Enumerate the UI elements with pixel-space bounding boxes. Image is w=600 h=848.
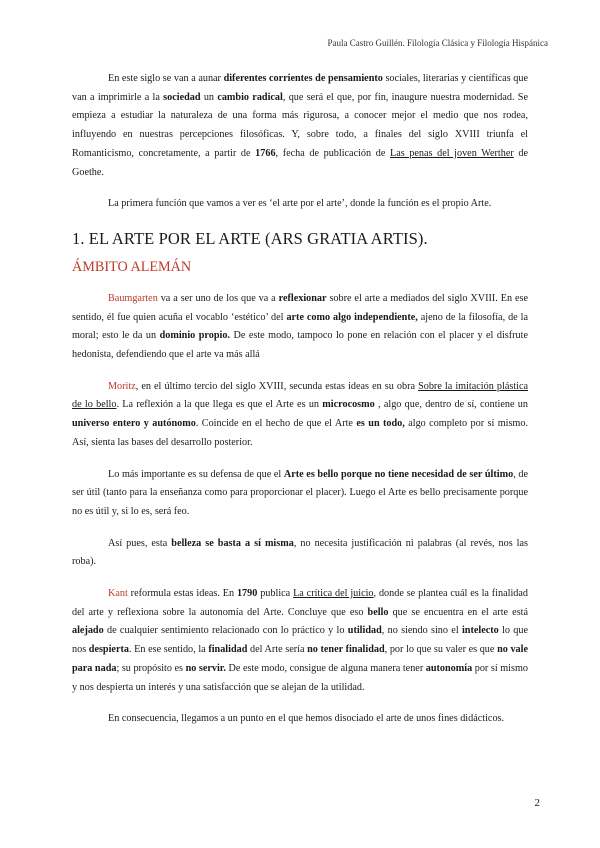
text-run: , fecha de publicación de <box>275 147 390 159</box>
text-run: no tener finalidad <box>307 644 385 656</box>
text-run: utilidad <box>347 625 382 637</box>
paragraph <box>72 710 528 729</box>
paragraph <box>72 378 528 453</box>
text-run: va a ser uno de los que va a <box>157 292 279 304</box>
text-run: no servir. <box>185 662 226 674</box>
work-title: La crítica del juicio <box>293 588 374 600</box>
text-run: un <box>200 91 218 103</box>
text-run: Arte es bello porque no tiene necesidad de ser último <box>283 468 514 480</box>
text-run: cambio radical <box>217 91 283 103</box>
subsection-heading: ÁMBITO ALEMÁN <box>72 258 192 275</box>
text-run: despierta <box>88 644 129 656</box>
text-run: , no necesita justificación ni palabras (al revés, nos las roba). <box>72 537 529 568</box>
text-run: es un todo, <box>356 418 405 430</box>
text-run: . Coincide en el hecho de que el Arte <box>195 418 357 430</box>
text-run: , algo que, dentro de sí, contiene un <box>374 399 528 411</box>
text-run: De este modo, tampoco lo pone en relación con el placer y el disfrute hedonista, defendiendo que el arte va más allá <box>72 330 528 361</box>
text-run: De este modo, consigue de alguna manera tener <box>225 662 426 674</box>
text-run: lo que nos <box>72 625 528 656</box>
text-run: sociales, literarias y científicas que van a imprimirle a la <box>72 73 528 103</box>
author-name: Kant <box>108 588 128 600</box>
text-run: sobre el arte a mediados del siglo XVIII. En ese sentido, él fue quien acuña el vocablo ‘estético’ del <box>72 292 528 323</box>
paragraph <box>72 535 528 572</box>
text-run: belleza se basta a sí misma <box>171 537 294 549</box>
text-run: , no siendo sino el <box>381 625 462 637</box>
paragraph <box>72 195 528 214</box>
text-run: algo completo por sí mismo. Así, sienta las bases del desarrollo posterior. <box>72 418 528 448</box>
text-run: reflexionar <box>278 292 327 304</box>
text-run: . En ese sentido, la <box>128 644 209 656</box>
text-run: no vale para nada <box>72 644 528 674</box>
author-name: Baumgarten <box>108 292 158 304</box>
work-title: Las penas del joven Werther <box>389 147 514 159</box>
text-run: dominio propio. <box>159 330 230 342</box>
text-run: arte como algo independiente, <box>286 311 418 323</box>
document-body <box>72 70 528 742</box>
text-run: , en el último tercio del siglo XVIII, secunda estas ideas en su obra <box>135 380 419 392</box>
text-run: autonomía <box>425 662 473 674</box>
work-title: Sobre la imitación plástica de lo bello <box>72 380 529 411</box>
text-run: reformula estas ideas. En <box>127 588 237 600</box>
section-heading: 1. EL ARTE POR EL ARTE (ARS GRATIA ARTIS). <box>72 228 428 248</box>
text-run: Así pues, esta <box>108 537 172 549</box>
paragraph <box>72 290 528 365</box>
text-run: bello <box>367 606 389 618</box>
text-run: microcosmo <box>322 399 375 411</box>
text-run: ajeno de la filosofía, de la moral; esto le da un <box>72 311 528 342</box>
text-run: . La reflexión a la que llega es que el Arte es un <box>116 399 323 411</box>
text-run: , donde se plantea cuál es la finalidad del arte y reflexiona sobre la autonomía del Arte. Concluye que eso <box>72 588 529 618</box>
paragraph <box>72 70 528 182</box>
text-run: , que será el que, por fin, inaugure nuestra modernidad. Se empieza a estudiar la naturaleza de una forma más rigurosa, a conocer mejor el medio que nos rodea, influyendo en nuestras percepciones filosóficas. Y, sobre todo, a finales del siglo XVIII triunfa el Romanticismo, concretamente, a partir de <box>72 91 528 159</box>
text-run: de Goethe. <box>72 147 528 178</box>
text-run: diferentes corrientes de pensamiento <box>223 73 383 84</box>
text-run: ; su propósito es <box>116 662 186 674</box>
text-run: intelecto <box>461 625 499 637</box>
text-run: Lo más importante es su defensa de que el <box>108 468 284 480</box>
text-run: La primera función que vamos a ver es ‘el arte por el arte’, donde la función es el propio Arte. <box>108 198 492 210</box>
page-header: Paula Castro Guillén. Filología Clásica y Filología Hispánica <box>327 38 548 48</box>
text-run: alejado <box>72 625 104 637</box>
author-name: Moritz <box>108 380 136 392</box>
text-run: , por lo que su valer es que <box>384 644 498 656</box>
text-run: En este siglo se van a aunar <box>108 73 224 84</box>
text-run: publica <box>257 588 294 600</box>
paragraph <box>72 585 528 697</box>
page-number: 2 <box>534 797 540 809</box>
text-run: En consecuencia, llegamos a un punto en el que hemos disociado el arte de unos fines didácticos. <box>108 713 505 725</box>
text-run: finalidad <box>208 644 248 656</box>
text-run: del Arte sería <box>247 644 308 656</box>
text-run: , de ser útil (tanto para la enseñanza como para proporcionar el placer). Luego el Arte es bello precisamente porque no es útil y, si lo es, será feo. <box>72 468 528 517</box>
text-run: sociedad <box>163 91 201 103</box>
text-run: 1766 <box>255 147 276 159</box>
text-run: que se encuentra en el arte está <box>388 606 529 618</box>
paragraph <box>72 466 528 522</box>
text-run: 1790 <box>236 588 258 600</box>
text-run: de cualquier sentimiento relacionado con lo práctico y lo <box>103 625 348 637</box>
text-run: universo entero y autónomo <box>72 418 196 430</box>
text-run: por sí mismo y nos despierta un interés y una satisfacción que se alejan de la utilidad. <box>72 662 528 693</box>
